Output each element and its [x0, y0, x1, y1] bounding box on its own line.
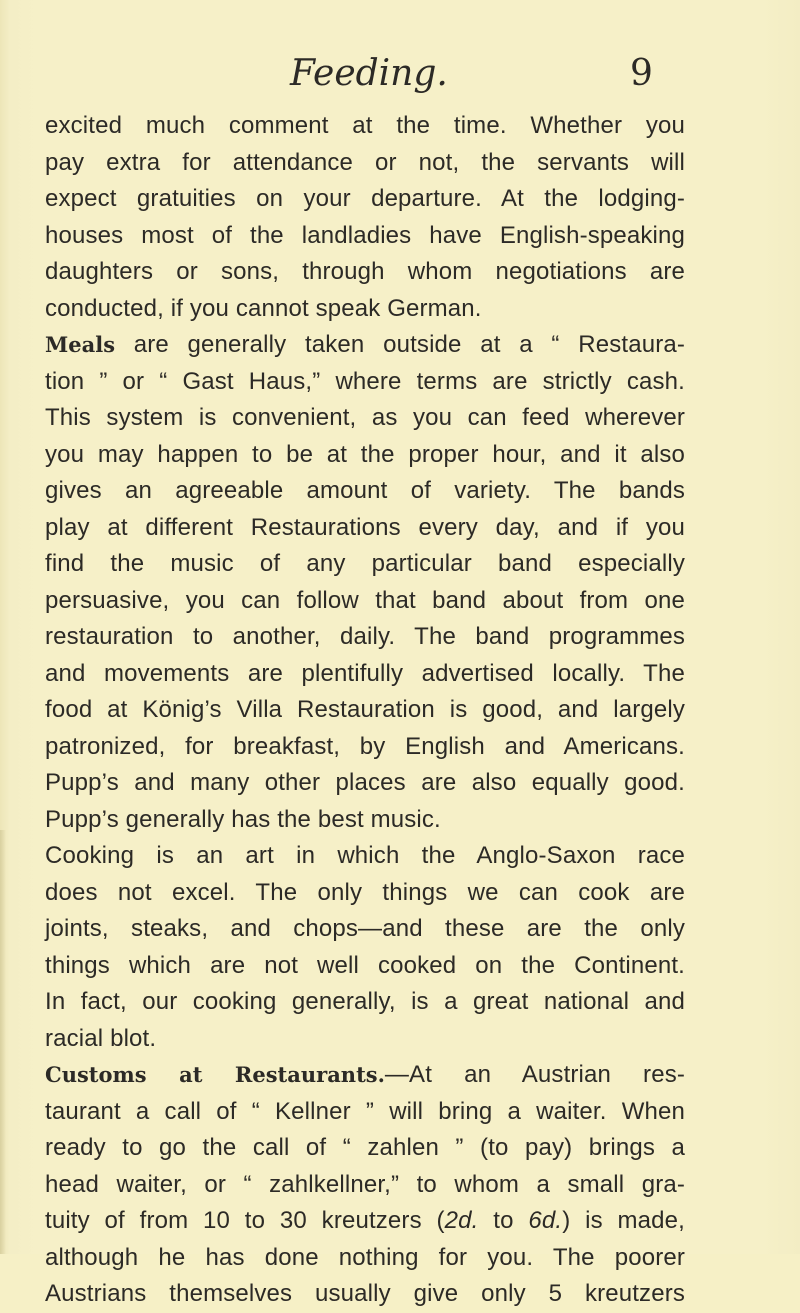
text-line: persuasive, you can follow that band about from one — [45, 586, 685, 614]
running-title: Feeding. — [290, 53, 448, 94]
page-number: 9 — [630, 53, 653, 94]
text-line: conducted, if you cannot speak German. — [45, 294, 482, 322]
text-line: patronized, for breakfast, by English and Americans. — [45, 732, 685, 760]
text-line: you may happen to be at the proper hour, and it also — [45, 440, 685, 468]
text-line: play at different Restaurations every day, and if you — [45, 513, 685, 541]
text-line: In fact, our cooking generally, is a great national and — [45, 988, 685, 1015]
text-line: Pupp’s generally has the best music. — [45, 805, 441, 833]
text-line: Austrians themselves usually give only 5 kreutzers — [45, 1280, 685, 1307]
text-line: This system is convenient, as you can feed wherever — [45, 404, 685, 431]
paragraph-heading: Customs at Restaurants. — [45, 1062, 385, 1087]
text-line: and movements are plentifully advertised locally. The — [45, 659, 685, 687]
text-line: tion ” or “ Gast Haus,” where terms are strictly cash. — [45, 367, 685, 395]
text-line: houses most of the landladies have English-speaking — [45, 221, 685, 249]
body-text — [45, 108, 685, 1313]
text-run: ) is made, — [562, 1207, 685, 1234]
text-line — [45, 1057, 685, 1094]
text-line: although he has done nothing for you. The poorer — [45, 1243, 685, 1271]
text-line: racial blot. — [45, 1024, 157, 1052]
text-line: excited much comment at the time. Whether you — [45, 112, 685, 139]
text-line: find the music of any particular band especially — [45, 550, 685, 577]
text-run: tuity of from 10 to 30 kreutzers ( — [45, 1207, 445, 1234]
page-edge-shadow — [0, 830, 6, 1254]
text-line — [45, 1203, 685, 1240]
text-line: gives an agreeable amount of variety. The bands — [45, 477, 685, 504]
text-line: does not excel. The only things we can cook are — [45, 878, 685, 906]
text-line: taurant a call of “ Kellner ” will bring a waiter. When — [45, 1097, 685, 1125]
italic-amount: 2d. — [444, 1207, 479, 1234]
text-line: expect gratuities on your departure. At the lodging- — [45, 185, 685, 212]
text-line: food at König’s Villa Restauration is good, and largely — [45, 696, 685, 723]
text-line: ready to go the call of “ zahlen ” (to pay) brings a — [45, 1134, 685, 1161]
text-line — [45, 327, 685, 364]
text-run: to — [478, 1207, 529, 1234]
text-line: daughters or sons, through whom negotiations are — [45, 258, 685, 285]
text-line: Pupp’s and many other places are also equally good. — [45, 769, 685, 796]
text-line: joints, steaks, and chops—and these are the only — [45, 915, 685, 942]
text-line: pay extra for attendance or not, the servants will — [45, 148, 685, 176]
text-run: —At an Austrian res- — [384, 1061, 685, 1088]
text-line: Cooking is an art in which the Anglo-Saxon race — [45, 842, 685, 869]
text-line: restauration to another, daily. The band programmes — [45, 623, 685, 650]
paragraph-heading: Meals — [45, 332, 116, 357]
page-header — [290, 52, 690, 102]
italic-amount: 6d. — [528, 1207, 563, 1234]
text-line: head waiter, or “ zahlkellner,” to whom a small gra- — [45, 1170, 685, 1198]
text-run: are generally taken outside at a “ Restaura- — [115, 331, 685, 358]
text-line: things which are not well cooked on the Continent. — [45, 951, 685, 979]
